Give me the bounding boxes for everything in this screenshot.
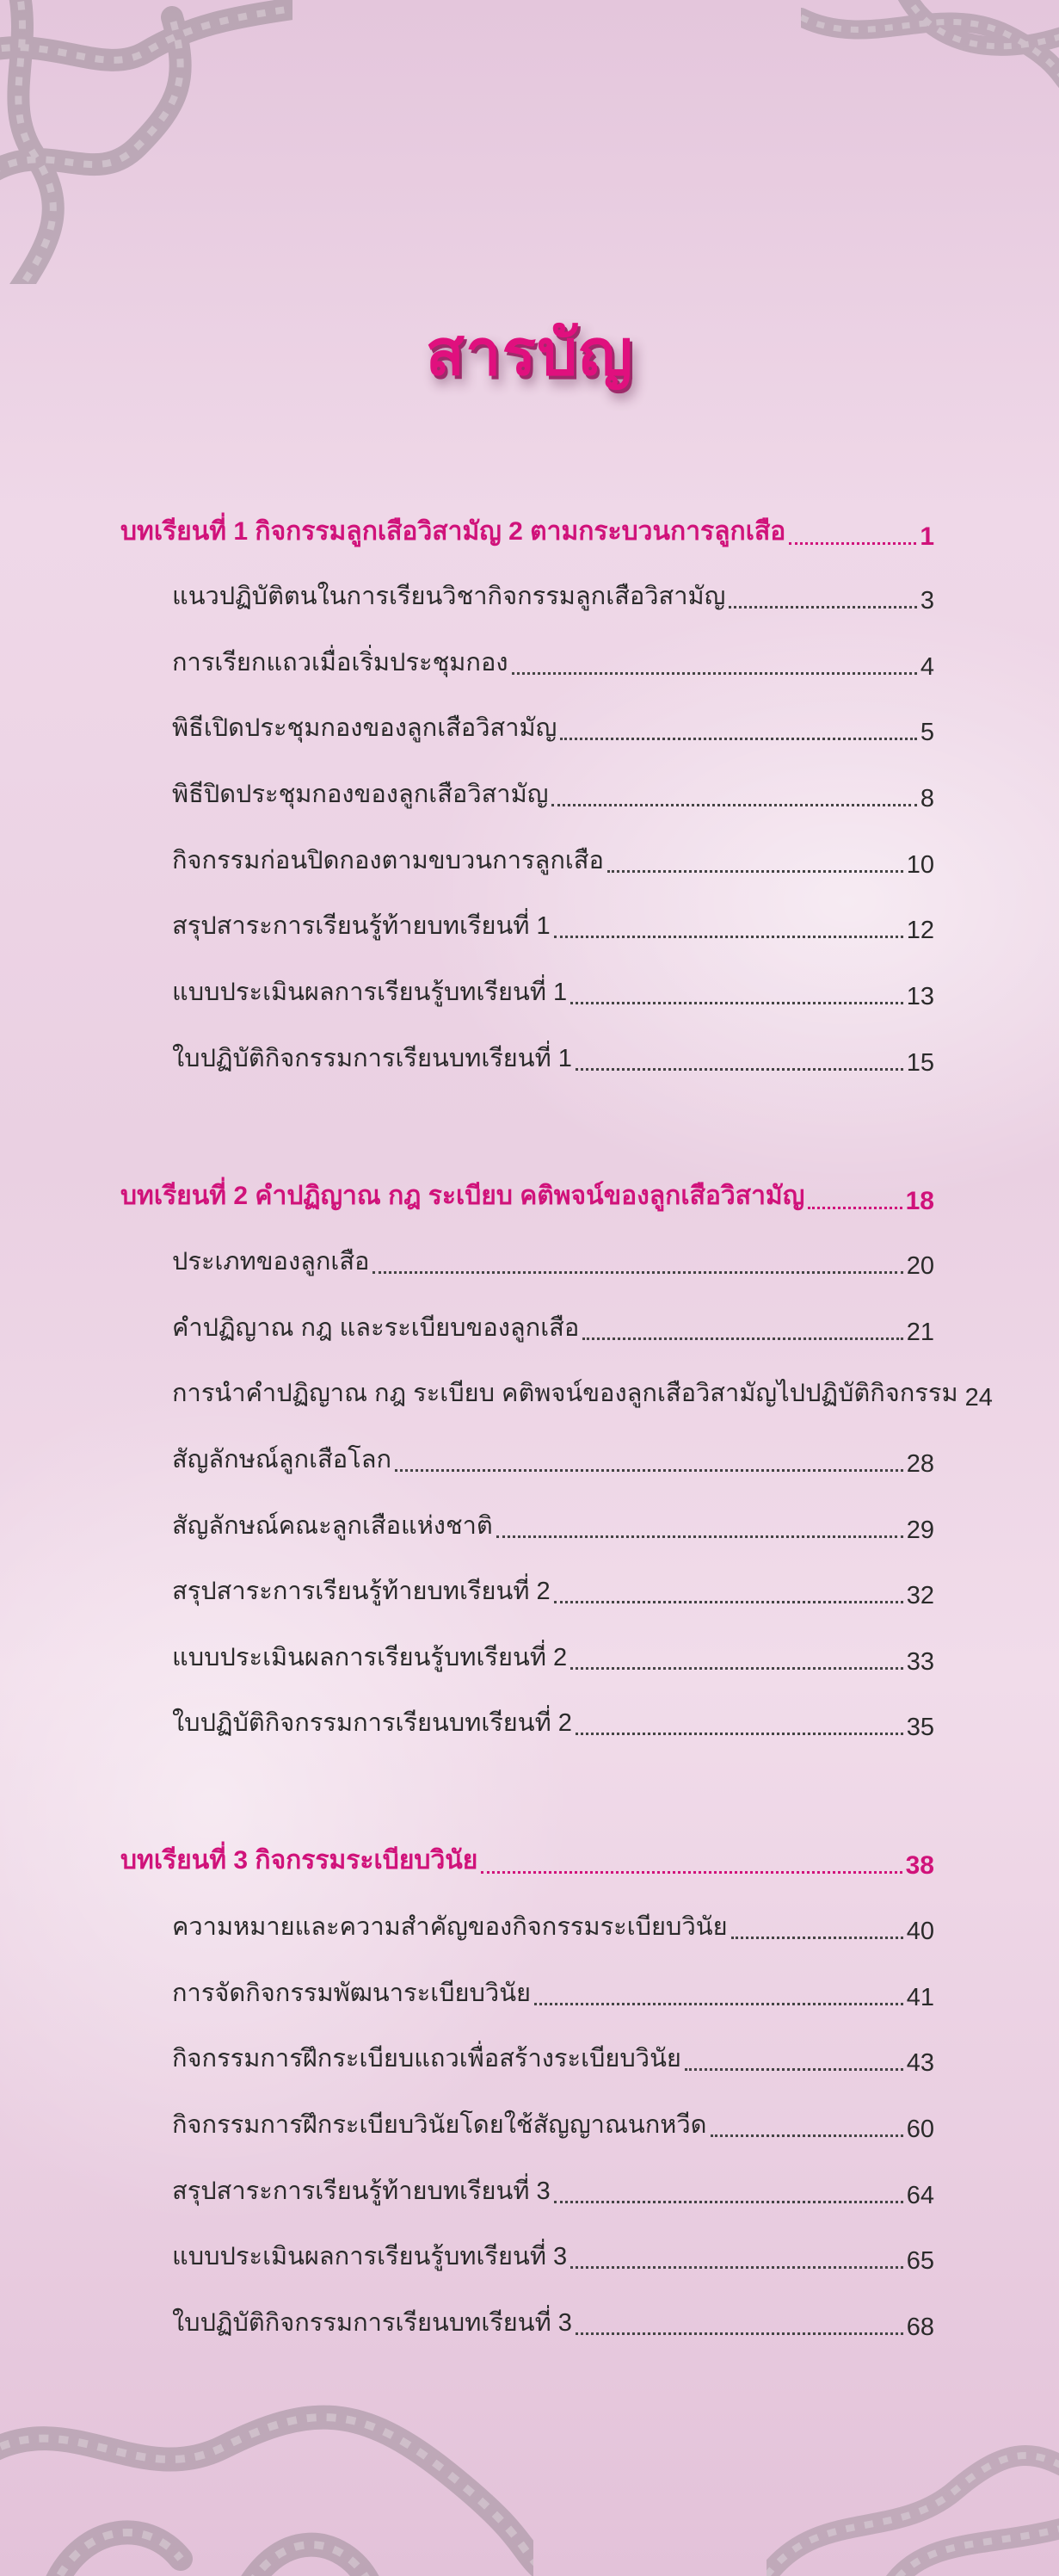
rope-decoration-bottom-left bbox=[0, 2352, 533, 2576]
toc-chapter-1[interactable] bbox=[120, 511, 934, 552]
dot-leader bbox=[729, 606, 916, 608]
toc-item-label: กิจกรรมก่อนปิดกองตามขบวนการลูกเสือ bbox=[172, 847, 604, 874]
chapter-title: บทเรียนที่ 3 กิจกรรมระเบียบวินัย bbox=[120, 1846, 478, 1875]
toc-item-label: การเรียกแถวเมื่อเริ่มประชุมกอง bbox=[172, 649, 508, 676]
rope-decoration-top-left bbox=[0, 0, 292, 284]
toc-item-label: ใบปฏิบัติกิจกรรมการเรียนบทเรียนที่ 2 bbox=[172, 1709, 572, 1737]
toc-item[interactable] bbox=[172, 1973, 934, 2012]
toc-item-label: กิจกรรมการฝึกระเบียบวินัยโดยใช้สัญญาณนกหวีด bbox=[172, 2111, 707, 2139]
toc-item[interactable] bbox=[172, 1241, 934, 1281]
toc-item[interactable] bbox=[172, 1505, 934, 1545]
dot-leader bbox=[576, 2332, 903, 2335]
toc-item-label: สรุปสาระการเรียนรู้ท้ายบทเรียนที่ 2 bbox=[172, 1578, 551, 1605]
toc-item-label: สัญลักษณ์คณะลูกเสือแห่งชาติ bbox=[172, 1512, 493, 1540]
dot-leader bbox=[570, 1002, 903, 1004]
toc-item[interactable] bbox=[172, 1906, 934, 1946]
toc-item-page: 43 bbox=[906, 2049, 934, 2077]
toc-item-label: กิจกรรมการฝึกระเบียบแถวเพื่อสร้างระเบียบวินัย bbox=[172, 2045, 681, 2073]
toc-item-page: 24 bbox=[964, 1384, 993, 1412]
toc-item-label: ประเภทของลูกเสือ bbox=[172, 1248, 370, 1276]
chapter-page: 1 bbox=[920, 522, 934, 551]
toc-item-label: พิธีเปิดประชุมกองของลูกเสือวิสามัญ bbox=[172, 714, 557, 742]
toc-item-page: 5 bbox=[920, 719, 934, 746]
toc-item-label: การนำคำปฏิญาณ กฎ ระเบียบ คติพจน์ของลูกเสือวิสามัญไปปฏิบัติกิจกรรม bbox=[172, 1380, 958, 1407]
toc-item-page: 65 bbox=[906, 2247, 934, 2275]
toc-item[interactable] bbox=[172, 2104, 934, 2144]
dot-leader bbox=[534, 2003, 903, 2005]
toc-item-page: 10 bbox=[906, 851, 934, 879]
dot-leader bbox=[554, 1601, 903, 1603]
toc-item-page: 4 bbox=[920, 653, 934, 681]
toc-item[interactable] bbox=[172, 1571, 934, 1610]
dot-leader bbox=[481, 1871, 902, 1874]
toc-item[interactable] bbox=[172, 2236, 934, 2276]
toc-item-label: แนวปฏิบัติตนในการเรียนวิชากิจกรรมลูกเสือวิสามัญ bbox=[172, 583, 726, 610]
toc-item-page: 35 bbox=[906, 1714, 934, 1741]
toc-item-label: สรุปสาระการเรียนรู้ท้ายบทเรียนที่ 1 bbox=[172, 912, 551, 940]
toc-item[interactable] bbox=[172, 905, 934, 945]
toc-item[interactable] bbox=[172, 1702, 934, 1742]
toc-item-page: 21 bbox=[906, 1319, 934, 1346]
toc-item-label: พิธีปิดประชุมกองของลูกเสือวิสามัญ bbox=[172, 781, 549, 808]
toc-item-page: 29 bbox=[906, 1517, 934, 1544]
page-title: สารบัญ bbox=[425, 316, 634, 390]
toc-item[interactable] bbox=[172, 1439, 934, 1479]
toc-item[interactable] bbox=[172, 1307, 934, 1347]
toc-item[interactable] bbox=[172, 972, 934, 1011]
toc-item-page: 28 bbox=[906, 1450, 934, 1478]
dot-leader bbox=[576, 1733, 903, 1735]
toc-item[interactable] bbox=[172, 2038, 934, 2078]
toc-item-page: 40 bbox=[906, 1918, 934, 1945]
toc-item[interactable] bbox=[172, 2302, 934, 2342]
toc-item[interactable] bbox=[172, 774, 934, 813]
dot-leader bbox=[554, 2201, 903, 2203]
toc-item-label: แบบประเมินผลการเรียนรู้บทเรียนที่ 2 bbox=[172, 1644, 568, 1671]
toc-item-page: 41 bbox=[906, 1984, 934, 2011]
dot-leader bbox=[582, 1337, 902, 1340]
dot-leader bbox=[496, 1535, 903, 1538]
dot-leader bbox=[808, 1207, 902, 1209]
dot-leader bbox=[731, 1937, 903, 1939]
toc-item-page: 64 bbox=[906, 2182, 934, 2209]
toc-item-page: 8 bbox=[920, 785, 934, 812]
toc-item-page: 32 bbox=[906, 1582, 934, 1609]
dot-leader bbox=[570, 1667, 903, 1670]
toc-item-page: 33 bbox=[906, 1648, 934, 1676]
chapter-title: บทเรียนที่ 1 กิจกรรมลูกเสือวิสามัญ 2 ตามกระบวนการลูกเสือ bbox=[120, 517, 786, 546]
chapter-page: 38 bbox=[905, 1851, 934, 1880]
dot-leader bbox=[560, 738, 917, 740]
rope-decoration-bottom-right bbox=[767, 2404, 1059, 2576]
chapter-page: 18 bbox=[905, 1187, 934, 1215]
dot-leader bbox=[789, 542, 916, 545]
toc-chapter-3[interactable] bbox=[120, 1840, 934, 1881]
dot-leader bbox=[395, 1469, 903, 1472]
dot-leader bbox=[551, 804, 916, 806]
toc-item-label: ใบปฏิบัติกิจกรรมการเรียนบทเรียนที่ 1 bbox=[172, 1045, 572, 1072]
toc-item-label: ความหมายและความสำคัญของกิจกรรมระเบียบวินัย bbox=[172, 1913, 728, 1941]
toc-item-page: 15 bbox=[906, 1049, 934, 1077]
toc-item[interactable] bbox=[172, 840, 934, 880]
dot-leader bbox=[711, 2134, 903, 2137]
toc-item-page: 68 bbox=[906, 2313, 934, 2341]
toc-item-page: 60 bbox=[906, 2116, 934, 2143]
toc-item-label: สัญลักษณ์ลูกเสือโลก bbox=[172, 1446, 392, 1473]
toc-item-label: ใบปฏิบัติกิจกรรมการเรียนบทเรียนที่ 3 bbox=[172, 2309, 572, 2337]
toc-item-label: การจัดกิจกรรมพัฒนาระเบียบวินัย bbox=[172, 1980, 532, 2007]
dot-leader bbox=[554, 936, 903, 938]
toc-item[interactable] bbox=[172, 707, 934, 747]
dot-leader bbox=[576, 1068, 903, 1071]
toc-chapter-2[interactable] bbox=[120, 1176, 934, 1216]
dot-leader bbox=[570, 2266, 903, 2269]
toc-item-page: 13 bbox=[906, 983, 934, 1010]
toc-item[interactable] bbox=[172, 2171, 934, 2210]
toc-item[interactable] bbox=[172, 576, 934, 615]
toc-item-page: 20 bbox=[906, 1252, 934, 1280]
toc-item[interactable] bbox=[172, 1038, 934, 1078]
toc-item-label: แบบประเมินผลการเรียนรู้บทเรียนที่ 1 bbox=[172, 979, 568, 1006]
dot-leader bbox=[372, 1271, 902, 1274]
toc-item[interactable] bbox=[172, 642, 934, 682]
rope-decoration-top-right bbox=[801, 0, 1059, 129]
toc-item-page: 12 bbox=[906, 917, 934, 944]
toc-item[interactable] bbox=[172, 1373, 993, 1412]
dot-leader bbox=[512, 672, 917, 675]
dot-leader bbox=[685, 2068, 903, 2071]
chapter-title: บทเรียนที่ 2 คำปฏิญาณ กฎ ระเบียบ คติพจน์ของลูกเสือวิสามัญ bbox=[120, 1182, 805, 1210]
toc-item-label: คำปฏิญาณ กฎ และระเบียบของลูกเสือ bbox=[172, 1314, 580, 1342]
toc-item-label: สรุปสาระการเรียนรู้ท้ายบทเรียนที่ 3 bbox=[172, 2178, 551, 2205]
toc-item[interactable] bbox=[172, 1637, 934, 1677]
toc-item-page: 3 bbox=[920, 587, 934, 615]
dot-leader bbox=[607, 870, 903, 873]
toc-item-label: แบบประเมินผลการเรียนรู้บทเรียนที่ 3 bbox=[172, 2243, 568, 2270]
